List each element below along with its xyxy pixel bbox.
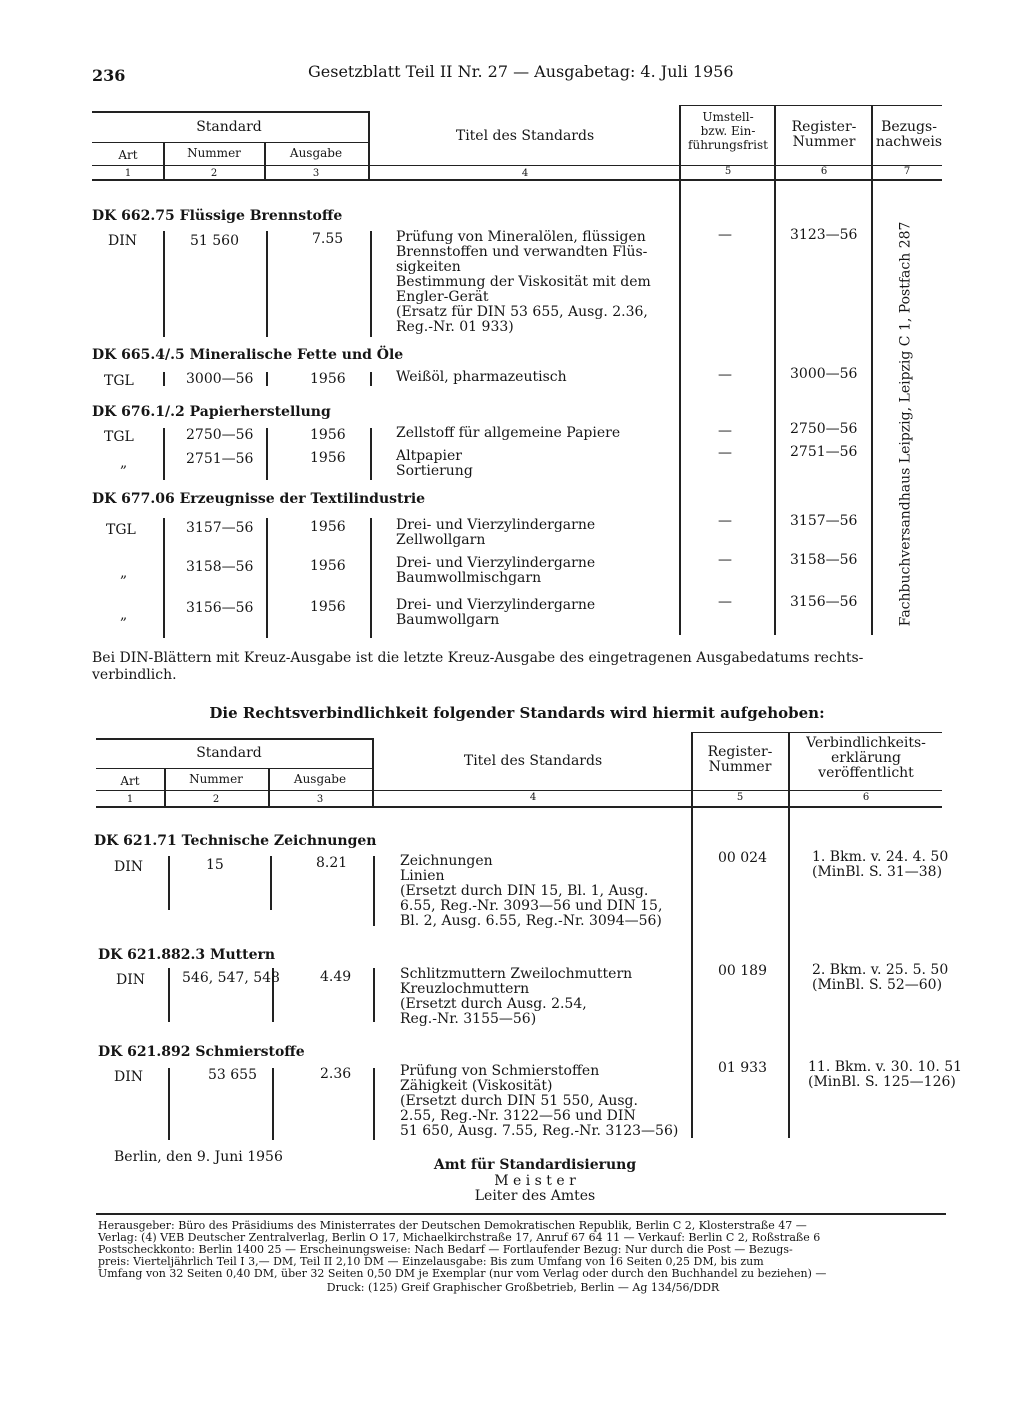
cell-ausgabe: 1956 (310, 450, 346, 466)
col-number: 5 (724, 166, 732, 177)
section-heading: DK 677.06 Erzeugnisse der Textilindustrie (92, 491, 426, 507)
cell-register: 2750—56 (790, 421, 858, 437)
page-header-title: Gesetzblatt Teil II Nr. 27 — Ausgabetag: 4. Juli 1956 (308, 62, 734, 81)
cell-titel: Altpapier Sortierung (396, 448, 473, 479)
rule (266, 231, 268, 337)
cell-art: TGL (104, 429, 134, 445)
col-number: 6 (862, 792, 870, 803)
page-number: 236 (92, 66, 126, 85)
rule (96, 738, 372, 740)
col-number: 4 (521, 168, 529, 179)
col-nummer-header: Nummer (187, 146, 241, 160)
rule (679, 105, 681, 635)
footer-rule (96, 1213, 946, 1215)
cell-ausgabe: 1956 (310, 519, 346, 535)
cell-titel: Prüfung von Schmierstoffen Zähigkeit (Viskosität) (Ersetzt durch DIN 51 550, Ausg. 2.55, Reg.-Nr. 3122—56 und DIN 51 650, Ausg. 7.55, Reg.-Nr. 3123—56) (400, 1063, 679, 1139)
cell-frist: — (718, 552, 732, 568)
section-heading: DK 621.71 Technische Zeichnungen (94, 833, 377, 849)
cell-titel: Drei- und Vierzylindergarne Baumwollgarn (396, 597, 596, 628)
cell-nummer: 2750—56 (186, 427, 254, 443)
section-heading: DK 662.75 Flüssige Brennstoffe (92, 208, 343, 224)
cell-frist: — (718, 423, 732, 439)
standard-group-header: Standard (196, 745, 262, 761)
section-heading: DK 665.4/.5 Mineralische Fette und Öle (92, 347, 404, 363)
col-number: 5 (736, 792, 744, 803)
col-nummer-header: Nummer (189, 772, 243, 786)
cell-art: „ (120, 455, 128, 471)
cell-frist: — (718, 367, 732, 383)
rule (96, 806, 942, 808)
cell-titel: Weißöl, pharmazeutisch (396, 369, 567, 385)
cell-register: 3156—56 (790, 594, 858, 610)
rule (871, 105, 873, 635)
cell-verb: 11. Bkm. v. 30. 10. 51 (MinBl. S. 125—126) (808, 1059, 963, 1090)
section-heading: DK 676.1/.2 Papierherstellung (92, 404, 331, 420)
section-title: Die Rechtsverbindlichkeit folgender Standards wird hiermit aufgehoben: (209, 704, 825, 722)
cell-titel: Zeichnungen Linien (Ersetzt durch DIN 15, Bl. 1, Ausg. 6.55, Reg.-Nr. 3093—56 und DIN 15, Bl. 2, Ausg. 6.55, Reg.-Nr. 3094—56) (400, 853, 663, 929)
cell-register: 3158—56 (790, 552, 858, 568)
cell-ausgabe: 8.21 (316, 855, 348, 871)
cell-frist: — (718, 445, 732, 461)
cell-nummer: 53 655 (208, 1067, 257, 1083)
col-ausgabe-header: Ausgabe (289, 146, 343, 160)
rule (96, 768, 372, 769)
rule (372, 738, 374, 808)
rule (370, 518, 372, 638)
rule (266, 428, 268, 480)
cell-nummer: 51 560 (190, 233, 239, 249)
col-titel-header: Titel des Standards (455, 128, 595, 144)
rule (163, 428, 165, 480)
publisher-footer: Herausgeber: Büro des Präsidiums des Ministerrates der Deutschen Demokratischen Republik, Berlin C 2, Klosterstraße 47 — Verlag: (4) VEB Deutscher Zentralverlag, Berlin O 17, Michaelkirchstraße 17, Anruf 67 64 11 — Verkauf: Berlin C 2, Roßstraße 6 Postscheckkonto: Berlin 1400 25 — Erscheinungsweise: Nach Bedarf — Fortlaufender Bezug: Nur durch die Post — Bezugs- preis: Vierteljährlich Teil I 3,— DM, Teil II 2,10 DM — Einzelausgabe: Bis zum Umfang von 16 Seiten 0,25 DM, bis zum Umfang von 32 Seiten 0,40 DM, über 32 Seiten 0,50 DM je Exemplar (nur vom Verlag oder durch den Buchhandel zu beziehen) — (98, 1219, 827, 1280)
rule (373, 968, 375, 1022)
printer-footer: Druck: (125) Greif Graphischer Großbetrieb, Berlin — Ag 134/56/DDR (326, 1281, 720, 1294)
rule (163, 142, 165, 180)
cell-register: 01 933 (718, 1060, 767, 1076)
cell-nummer: 3158—56 (186, 559, 254, 575)
rule (92, 142, 368, 143)
cell-nummer: 15 (206, 857, 224, 873)
rule (96, 790, 942, 791)
col-verb-header: Verbindlichkeits- erklärung veröffentlicht (806, 735, 926, 781)
rule (270, 856, 272, 910)
rule (168, 968, 170, 1022)
rule (163, 372, 165, 386)
cell-register: 00 189 (718, 963, 767, 979)
rule (266, 372, 268, 386)
section-heading: DK 621.892 Schmierstoffe (98, 1044, 305, 1060)
rule (692, 732, 942, 733)
cell-art: DIN (108, 233, 138, 249)
rule (163, 231, 165, 337)
signatory-name: M e i s t e r (494, 1173, 576, 1189)
cell-art: TGL (104, 373, 134, 389)
col-number: 3 (316, 794, 324, 805)
col-register-header: Register- Nummer (707, 744, 773, 775)
cell-titel: Schlitzmuttern Zweilochmuttern Kreuzlochmuttern (Ersetzt durch Ausg. 2.54, Reg.-Nr. 3155—56) (400, 966, 633, 1027)
cell-register: 3000—56 (790, 366, 858, 382)
standard-group-header: Standard (196, 119, 262, 135)
rule (163, 518, 165, 638)
cell-titel: Zellstoff für allgemeine Papiere (396, 425, 621, 441)
bezugsnachweis-vertical: Fachbuchversandhaus Leipzig, Leipzig C 1, Postfach 287 (897, 221, 914, 627)
rule (168, 856, 170, 910)
col-ausgabe-header: Ausgabe (293, 772, 347, 786)
cell-ausgabe: 1956 (310, 599, 346, 615)
cell-verb: 2. Bkm. v. 25. 5. 50 (MinBl. S. 52—60) (812, 962, 949, 993)
cell-art: „ (120, 607, 128, 623)
cell-frist: — (718, 594, 732, 610)
rule (266, 518, 268, 638)
cell-nummer: 2751—56 (186, 451, 254, 467)
col-number: 3 (312, 168, 320, 179)
cell-art: DIN (116, 972, 146, 988)
cell-register: 2751—56 (790, 444, 858, 460)
cell-nummer: 546, 547, 548 (182, 970, 280, 986)
cell-ausgabe: 4.49 (320, 969, 352, 985)
rule (168, 1068, 170, 1140)
col-number: 1 (124, 168, 132, 179)
cell-art: DIN (114, 859, 144, 875)
cell-verb: 1. Bkm. v. 24. 4. 50 (MinBl. S. 31—38) (812, 849, 949, 880)
cell-titel: Drei- und Vierzylindergarne Baumwollmischgarn (396, 555, 596, 586)
issuing-office: Amt für Standardisierung (433, 1157, 637, 1173)
cell-art: „ (120, 565, 128, 581)
signatory-role: Leiter des Amtes (474, 1188, 596, 1204)
rule (368, 111, 370, 180)
rule (680, 105, 942, 106)
note-paragraph: Bei DIN-Blättern mit Kreuz-Ausgabe ist die letzte Kreuz-Ausgabe des eingetragenen Ausgabedatums rechts- verbindlich. (92, 650, 864, 683)
rule (370, 231, 372, 337)
cell-ausgabe: 2.36 (320, 1066, 352, 1082)
place-date: Berlin, den 9. Juni 1956 (114, 1149, 283, 1165)
col-number: 4 (529, 792, 537, 803)
cell-art: DIN (114, 1069, 144, 1085)
col-number: 1 (126, 794, 134, 805)
col-number: 2 (212, 794, 220, 805)
cell-frist: — (718, 227, 732, 243)
cell-register: 3123—56 (790, 227, 858, 243)
col-titel-header: Titel des Standards (463, 753, 603, 769)
rule (373, 856, 375, 926)
col-bezug-header: Bezugs- nachweis (875, 119, 943, 150)
rule (373, 1068, 375, 1140)
section-heading: DK 621.882.3 Muttern (98, 947, 276, 963)
cell-register: 3157—56 (790, 513, 858, 529)
cell-nummer: 3157—56 (186, 520, 254, 536)
cell-ausgabe: 1956 (310, 558, 346, 574)
col-umstell-header: Umstell- bzw. Ein- führungsfrist (688, 110, 768, 152)
rule (774, 105, 776, 635)
cell-ausgabe: 7.55 (312, 231, 344, 247)
cell-titel: Drei- und Vierzylindergarne Zellwollgarn (396, 517, 596, 548)
cell-ausgabe: 1956 (310, 427, 346, 443)
rule (370, 372, 372, 386)
col-register-header: Register- Nummer (791, 119, 857, 150)
cell-art: TGL (106, 522, 136, 538)
col-number: 6 (820, 166, 828, 177)
col-art-header: Art (118, 148, 138, 162)
col-number: 2 (210, 168, 218, 179)
col-number: 7 (903, 166, 911, 177)
rule (92, 179, 942, 181)
cell-ausgabe: 1956 (310, 371, 346, 387)
col-art-header: Art (120, 774, 140, 788)
rule (272, 1068, 274, 1140)
rule (92, 111, 368, 113)
cell-titel: Prüfung von Mineralölen, flüssigen Brennstoffen und verwandten Flüs- sigkeiten Bestimmung der Viskosität mit dem Engler-Gerät (Ersatz für DIN 53 655, Ausg. 2.36, Reg.-Nr. 01 933) (396, 229, 651, 335)
cell-nummer: 3156—56 (186, 600, 254, 616)
rule (370, 428, 372, 480)
cell-frist: — (718, 513, 732, 529)
cell-nummer: 3000—56 (186, 371, 254, 387)
cell-register: 00 024 (718, 850, 767, 866)
